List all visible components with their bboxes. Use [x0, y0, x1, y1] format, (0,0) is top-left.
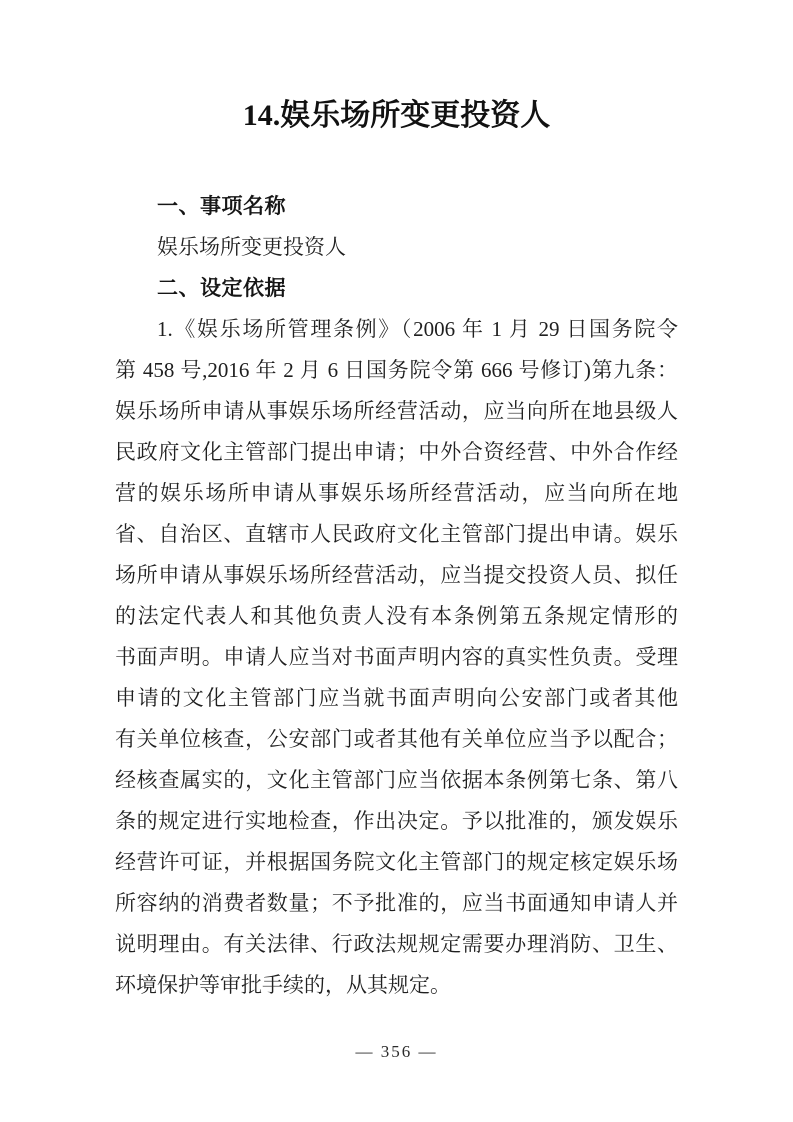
page-number: — 356 — — [355, 1042, 438, 1061]
legal-text-line: 场所申请从事娱乐场所经营活动，应当提交投资人员、拟任 — [115, 563, 678, 587]
legal-text-line: 环境保护等审批手续的，从其规定。 — [115, 973, 451, 997]
legal-text-line: 营的娱乐场所申请从事娱乐场所经营活动，应当向所在地 — [115, 481, 678, 505]
legal-text-line: 条的规定进行实地检查，作出决定。予以批准的，颁发娱乐 — [115, 809, 678, 833]
legal-text-line: 申请的文化主管部门应当就书面声明向公安部门或者其他 — [115, 686, 678, 710]
legal-text-line: 说明理由。有关法律、行政法规规定需要办理消防、卫生、 — [115, 932, 678, 956]
section-heading-item-name: 一、事项名称 — [157, 195, 286, 218]
document-title: 14.娱乐场所变更投资人 — [242, 99, 551, 132]
legal-text-line: 民政府文化主管部门提出申请；中外合资经营、中外合作经 — [115, 440, 678, 464]
page-content — [115, 0, 678, 1006]
legal-text-line: 所容纳的消费者数量；不予批准的，应当书面通知申请人并 — [115, 891, 678, 915]
legal-text-line: 第 458 号,2016 年 2 月 6 日国务院令第 666 号修订)第九条： — [115, 358, 678, 382]
legal-text-line: 有关单位核查，公安部门或者其他有关单位应当予以配合； — [115, 727, 678, 751]
document-body — [115, 186, 678, 1006]
legal-text-line: 经核查属实的，文化主管部门应当依据本条例第七条、第八 — [115, 768, 678, 792]
legal-text-line: 娱乐场所申请从事娱乐场所经营活动，应当向所在地县级人 — [115, 399, 678, 423]
section-heading-legal-basis: 二、设定依据 — [157, 277, 286, 300]
legal-text-line: 的法定代表人和其他负责人没有本条例第五条规定情形的 — [115, 604, 678, 628]
legal-text-line: 书面声明。申请人应当对书面声明内容的真实性负责。受理 — [115, 645, 678, 669]
legal-text-line: 经营许可证，并根据国务院文化主管部门的规定核定娱乐场 — [115, 850, 678, 874]
item-name-text: 娱乐场所变更投资人 — [157, 235, 346, 259]
legal-text-line: 1.《娱乐场所管理条例》（2006 年 1 月 29 日国务院令 — [157, 317, 678, 341]
legal-text-line: 省、自治区、直辖市人民政府文化主管部门提出申请。娱乐 — [115, 522, 678, 546]
